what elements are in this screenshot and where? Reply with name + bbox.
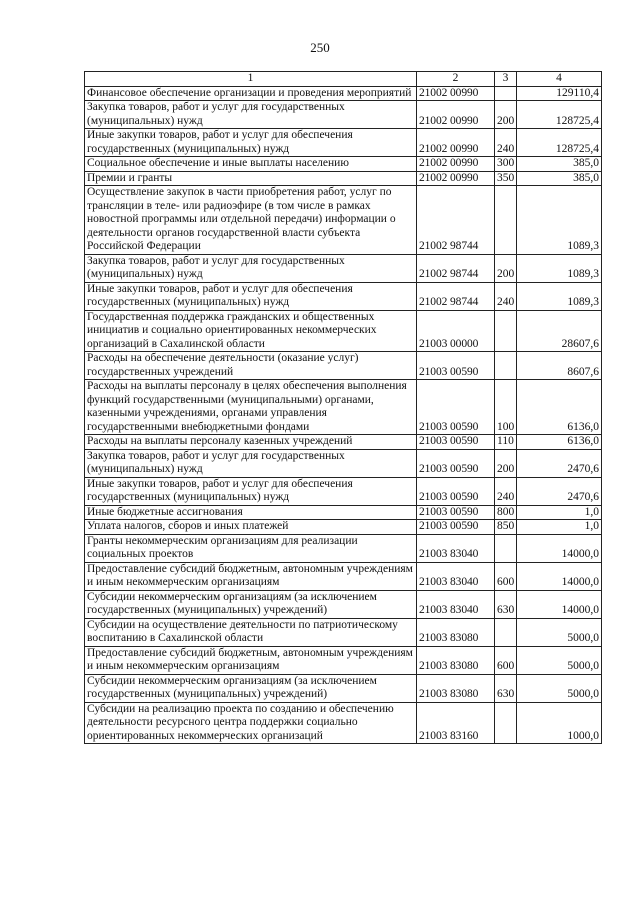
table-row — [85, 380, 602, 435]
table-row — [85, 520, 602, 535]
row-name: Уплата налогов, сборов и иных платежей — [85, 520, 417, 535]
table-row — [85, 129, 602, 157]
table-row — [85, 505, 602, 520]
row-amount: 14000,0 — [517, 590, 602, 618]
row-target-code: 21003 83080 — [417, 618, 495, 646]
row-target-code: 21003 00590 — [417, 380, 495, 435]
row-amount: 14000,0 — [517, 534, 602, 562]
header-col-1: 1 — [85, 72, 417, 87]
row-expense-type: 600 — [495, 646, 517, 674]
row-expense-type: 240 — [495, 477, 517, 505]
row-name: Расходы на выплаты персоналу в целях обеспечения выполнения функций государственными (муниципальными) органами, казенными учреждениями, органами управления государственными внебюджетными фондами — [85, 380, 417, 435]
row-name: Субсидии на осуществление деятельности по патриотическому воспитанию в Сахалинской области — [85, 618, 417, 646]
row-name: Социальное обеспечение и иные выплаты населению — [85, 157, 417, 172]
row-name: Иные закупки товаров, работ и услуг для обеспечения государственных (муниципальных) нужд — [85, 129, 417, 157]
row-name: Закупка товаров, работ и услуг для государственных (муниципальных) нужд — [85, 101, 417, 129]
table-row — [85, 101, 602, 129]
row-name: Расходы на обеспечение деятельности (оказание услуг) государственных учреждений — [85, 352, 417, 380]
row-expense-type: 630 — [495, 590, 517, 618]
row-expense-type — [495, 618, 517, 646]
row-name: Осуществление закупок в части приобретения работ, услуг по трансляции в теле- или радиоэфире (в том числе в рамках новостной программы или отдельной передачи) информации о деятельности органов государственной власти субъекта Российской Федерации — [85, 186, 417, 255]
table-row — [85, 352, 602, 380]
table-row — [85, 254, 602, 282]
row-name: Иные закупки товаров, работ и услуг для обеспечения государственных (муниципальных) нужд — [85, 282, 417, 310]
table-row — [85, 186, 602, 255]
row-name: Премии и гранты — [85, 171, 417, 186]
row-name: Расходы на выплаты персоналу казенных учреждений — [85, 435, 417, 450]
table-row — [85, 310, 602, 352]
header-col-4: 4 — [517, 72, 602, 87]
table-row — [85, 674, 602, 702]
header-col-2: 2 — [417, 72, 495, 87]
row-amount: 1089,3 — [517, 254, 602, 282]
budget-table — [84, 71, 602, 744]
row-expense-type: 240 — [495, 129, 517, 157]
row-target-code: 21002 98744 — [417, 282, 495, 310]
table-row — [85, 618, 602, 646]
row-target-code: 21002 98744 — [417, 254, 495, 282]
row-amount: 5000,0 — [517, 674, 602, 702]
row-name: Закупка товаров, работ и услуг для государственных (муниципальных) нужд — [85, 449, 417, 477]
row-expense-type: 300 — [495, 157, 517, 172]
row-expense-type: 110 — [495, 435, 517, 450]
row-amount: 1089,3 — [517, 282, 602, 310]
row-amount: 2470,6 — [517, 477, 602, 505]
row-amount: 1,0 — [517, 505, 602, 520]
row-target-code: 21003 00000 — [417, 310, 495, 352]
row-name: Иные бюджетные ассигнования — [85, 505, 417, 520]
row-target-code: 21003 83040 — [417, 562, 495, 590]
row-amount: 129110,4 — [517, 86, 602, 101]
row-amount: 6136,0 — [517, 380, 602, 435]
row-expense-type: 350 — [495, 171, 517, 186]
row-target-code: 21003 00590 — [417, 520, 495, 535]
table-row — [85, 590, 602, 618]
row-expense-type: 630 — [495, 674, 517, 702]
row-target-code: 21003 83040 — [417, 590, 495, 618]
row-target-code: 21002 00990 — [417, 171, 495, 186]
row-expense-type: 100 — [495, 380, 517, 435]
row-target-code: 21003 00590 — [417, 477, 495, 505]
row-target-code: 21003 00590 — [417, 352, 495, 380]
table-row — [85, 702, 602, 744]
row-target-code: 21003 00590 — [417, 449, 495, 477]
header-col-3: 3 — [495, 72, 517, 87]
table-row — [85, 477, 602, 505]
row-expense-type: 600 — [495, 562, 517, 590]
row-target-code: 21003 83160 — [417, 702, 495, 744]
row-expense-type — [495, 186, 517, 255]
row-target-code: 21003 00590 — [417, 505, 495, 520]
row-name: Закупка товаров, работ и услуг для государственных (муниципальных) нужд — [85, 254, 417, 282]
row-name: Субсидии некоммерческим организациям (за исключением государственных (муниципальных) учреждений) — [85, 590, 417, 618]
row-amount: 5000,0 — [517, 646, 602, 674]
table-row — [85, 646, 602, 674]
row-name: Иные закупки товаров, работ и услуг для обеспечения государственных (муниципальных) нужд — [85, 477, 417, 505]
row-expense-type: 800 — [495, 505, 517, 520]
row-expense-type: 200 — [495, 449, 517, 477]
row-name: Финансовое обеспечение организации и проведения мероприятий — [85, 86, 417, 101]
row-name: Субсидии на реализацию проекта по созданию и обеспечению деятельности ресурсного центра поддержки социально ориентированных некоммерческих организаций — [85, 702, 417, 744]
row-expense-type — [495, 310, 517, 352]
row-amount: 385,0 — [517, 171, 602, 186]
row-amount: 6136,0 — [517, 435, 602, 450]
row-expense-type: 850 — [495, 520, 517, 535]
row-amount: 8607,6 — [517, 352, 602, 380]
row-expense-type — [495, 534, 517, 562]
row-target-code: 21002 00990 — [417, 129, 495, 157]
row-target-code: 21003 00590 — [417, 435, 495, 450]
row-amount: 1,0 — [517, 520, 602, 535]
table-row — [85, 171, 602, 186]
table-row — [85, 449, 602, 477]
row-target-code: 21003 83080 — [417, 646, 495, 674]
row-target-code: 21002 00990 — [417, 86, 495, 101]
row-name: Гранты некоммерческим организациям для реализации социальных проектов — [85, 534, 417, 562]
row-amount: 385,0 — [517, 157, 602, 172]
row-name: Предоставление субсидий бюджетным, автономным учреждениям и иным некоммерческим организациям — [85, 562, 417, 590]
row-amount: 14000,0 — [517, 562, 602, 590]
row-expense-type: 240 — [495, 282, 517, 310]
row-amount: 128725,4 — [517, 101, 602, 129]
row-name: Государственная поддержка гражданских и общественных инициатив и социально ориентированных некоммерческих организаций в Сахалинской области — [85, 310, 417, 352]
row-expense-type — [495, 702, 517, 744]
row-amount: 2470,6 — [517, 449, 602, 477]
table-row — [85, 435, 602, 450]
row-target-code: 21002 00990 — [417, 101, 495, 129]
row-amount: 5000,0 — [517, 618, 602, 646]
row-expense-type — [495, 352, 517, 380]
page-number: 250 — [310, 40, 330, 55]
row-name: Предоставление субсидий бюджетным, автономным учреждениям и иным некоммерческим организациям — [85, 646, 417, 674]
row-amount: 28607,6 — [517, 310, 602, 352]
row-expense-type: 200 — [495, 254, 517, 282]
table-row — [85, 562, 602, 590]
row-amount: 1089,3 — [517, 186, 602, 255]
row-expense-type: 200 — [495, 101, 517, 129]
row-target-code: 21002 98744 — [417, 186, 495, 255]
table-header-row — [85, 72, 602, 87]
row-target-code: 21003 83040 — [417, 534, 495, 562]
table-row — [85, 282, 602, 310]
row-target-code: 21003 83080 — [417, 674, 495, 702]
row-expense-type — [495, 86, 517, 101]
table-row — [85, 86, 602, 101]
table-row — [85, 157, 602, 172]
row-target-code: 21002 00990 — [417, 157, 495, 172]
table-row — [85, 534, 602, 562]
row-name: Субсидии некоммерческим организациям (за исключением государственных (муниципальных) учреждений) — [85, 674, 417, 702]
row-amount: 128725,4 — [517, 129, 602, 157]
row-amount: 1000,0 — [517, 702, 602, 744]
